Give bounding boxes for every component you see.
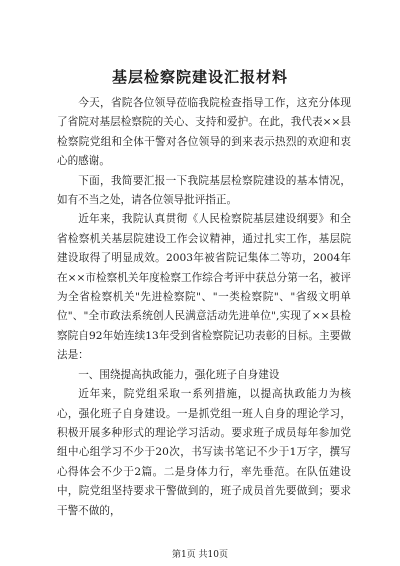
section-heading-1: 一、围绕提高执政能力，强化班子自身建设 <box>78 368 280 381</box>
paragraph-leadership: 近年来，院党组采取一系列措施，以提高执政能力为核心，强化班子自身建设。一是抓党组一班人自身的理论学习，积极开展多种形式的理论学习活动。要求班子成员每年参加党组中心组学习不少于20次，书写读书笔记不少于1万字，撰写心得体会不少于2篇。二是身体力行，率先垂范。在队伍建设中，院党组坚持要求干警做到的，班子成员首先要做到；要求干警不做的， <box>57 388 351 517</box>
paragraph-greeting: 今天，省院各位领导莅临我院检查指导工作，这充分体现了省院对基层检察院的关心、支持和爱护。在此，我代表××县检察院党组和全体干警对各位领导的到来表示热烈的欢迎和衷心的感谢。 <box>57 97 351 168</box>
paragraph-intro: 下面，我简要汇报一下我院基层检察院建设的基本情况，如有不当之处，请各位领导批评指正。 <box>57 174 351 207</box>
paragraph-achievements: 近年来，我院认真贯彻《人民检察院基层建设纲要》和全省检察机关基层院建设工作会议精神，通过扎实工作，基层院建设取得了明显成效。2003年被省院记集体二等功，2004年在××市检察机关年度检察工作综合考评中获总分第一名，被评为全省检察机关"先进检察院"、"一类检察院"、"省级文明单位"、"全市政法系统创人民满意活动先进单位",实现了××县检察院自92年始连续13年受到省检察院记功表彰的目标。主要做法是： <box>57 213 351 362</box>
document-body <box>57 94 351 521</box>
document-title: 基层检察院建设汇报材料 <box>111 68 288 86</box>
page-number-footer: 第1页 共10页 <box>171 550 229 560</box>
